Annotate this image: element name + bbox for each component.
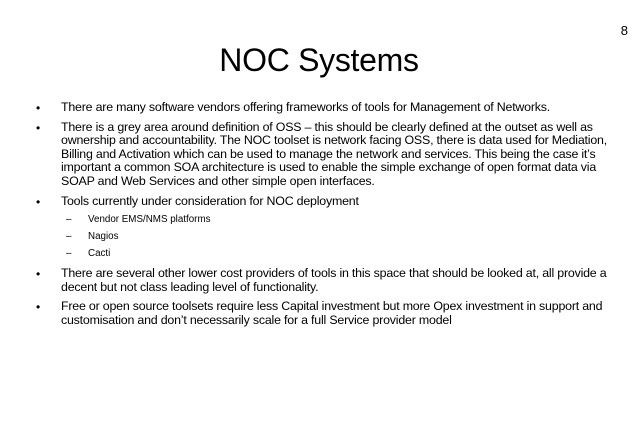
bullet-item: [36, 121, 628, 189]
bullet-item: [36, 195, 628, 209]
sub-bullet-text: Vendor EMS/NMS platforms: [88, 214, 211, 226]
bullet-text: There are many software vendors offering frameworks of tools for Management of Networks.: [61, 100, 551, 114]
sub-bullet-list: [36, 214, 628, 260]
bullet-text: There is a grey area around definition of OSS – this should be clearly defined at the outset as well as ownership and accountability. The NOC toolset is network facing OSS, there is data used for Mediation, Billing and Activation which can be used to manage the network and services. This being the case it’s important a common SOA architecture is used to enable the simple exchange of open format data via SOAP and Web Services and other simple open interfaces.: [61, 119, 607, 188]
bullet-text: Tools currently under consideration for NOC deployment: [61, 193, 359, 208]
bullet-item: [36, 101, 628, 115]
bullet-marker: •: [36, 120, 41, 135]
bullet-list: [36, 101, 628, 334]
slide-number: 8: [620, 23, 628, 38]
sub-bullet-dash: –: [66, 248, 72, 260]
sub-bullet-item: [36, 214, 628, 226]
sub-bullet-text: Nagios: [88, 231, 119, 243]
sub-bullet-item: [36, 248, 628, 260]
bullet-marker: •: [36, 101, 41, 115]
bullet-marker: •: [36, 194, 41, 209]
bullet-marker: •: [36, 300, 41, 315]
bullet-item: [36, 267, 628, 294]
sub-bullet-dash: –: [66, 231, 72, 243]
sub-bullet-item: [36, 231, 628, 243]
bullet-text: There are several other lower cost providers of tools in this space that should be looked at, all provide a decent but not class leading level of functionality.: [61, 266, 607, 294]
slide-title: NOC Systems: [219, 42, 419, 78]
bullet-marker: •: [36, 267, 41, 282]
sub-bullet-text: Cacti: [88, 248, 111, 260]
sub-bullet-dash: –: [66, 214, 72, 226]
bullet-item: [36, 300, 628, 327]
bullet-text: Free or open source toolsets require less Capital investment but more Opex investment in support and customisation and don’t necessarily scale for a full Service provider model: [61, 299, 603, 327]
